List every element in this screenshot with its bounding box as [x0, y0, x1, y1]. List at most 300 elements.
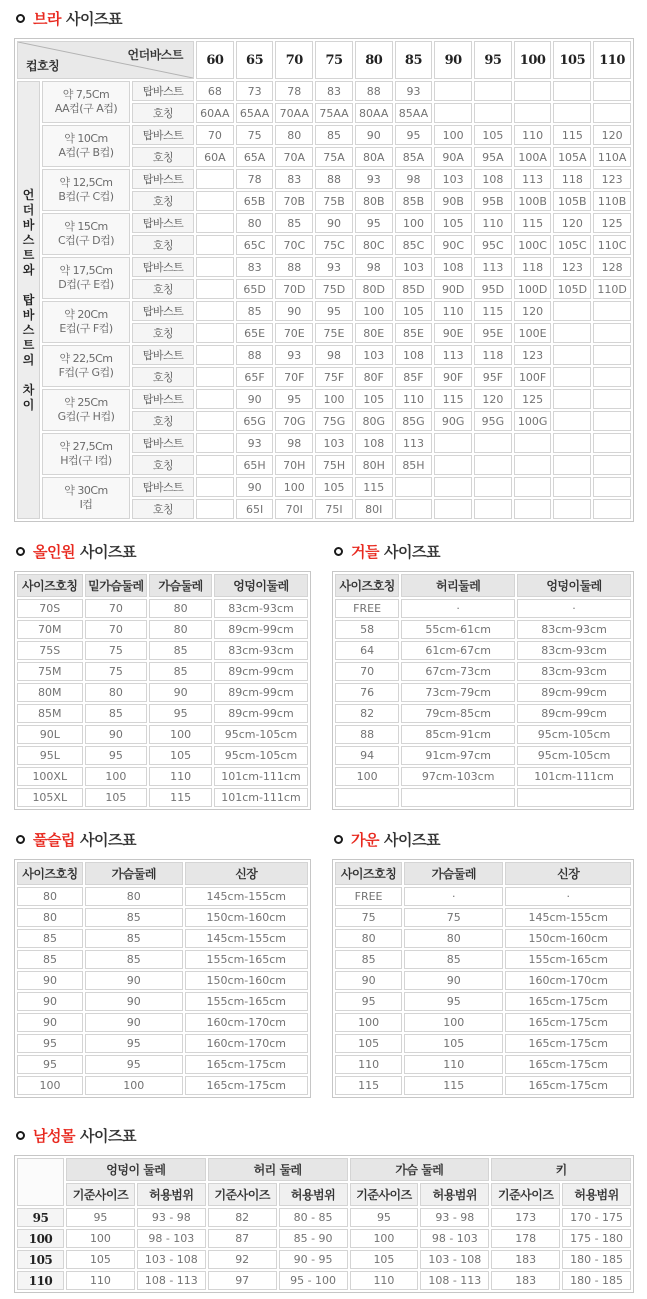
table-cell: 87 — [208, 1229, 277, 1248]
table-cell: 105 — [85, 788, 148, 807]
cup-label-cell — [42, 257, 130, 299]
table-row — [335, 887, 631, 906]
table-cell: 95cm-105cm — [517, 746, 631, 765]
bra-name-cell — [395, 499, 433, 519]
bra-topbust-cell — [593, 81, 631, 101]
table-cell: 95 — [17, 1034, 83, 1053]
bra-topbust-cell: 108 — [474, 169, 512, 189]
column-header: 허리둘레 — [401, 574, 515, 597]
cup-name-label: A컵(구 B컵) — [58, 146, 114, 159]
table-cell: 155cm-165cm — [505, 950, 631, 969]
bra-name-cell: 75A — [315, 147, 353, 167]
table-cell: 95 — [404, 992, 503, 1011]
bra-topbust-cell: 98 — [395, 169, 433, 189]
bra-name-cell: 60AA — [196, 103, 234, 123]
table-cell: 100 — [85, 1076, 183, 1095]
bra-name-cell: 65C — [236, 235, 274, 255]
bra-topbust-cell: 120 — [593, 125, 631, 145]
gown-section-title — [334, 829, 634, 850]
cup-name-label: B컵(구 C컵) — [58, 190, 114, 203]
bra-topbust-cell — [593, 301, 631, 321]
bra-name-cell: 80AA — [355, 103, 393, 123]
bra-topbust-cell: 68 — [196, 81, 234, 101]
girdle-header-row — [335, 574, 631, 597]
table-cell: 75 — [85, 662, 148, 681]
bra-topbust-row — [17, 125, 631, 145]
table-cell: 180 - 185 — [562, 1271, 631, 1290]
row-label-topbust: 탑바스트 — [132, 213, 194, 233]
table-cell: 95 — [149, 704, 212, 723]
bra-topbust-row — [17, 301, 631, 321]
table-cell: 73cm-79cm — [401, 683, 515, 702]
table-row — [17, 992, 308, 1011]
bra-topbust-cell: 85 — [236, 301, 274, 321]
bra-topbust-cell: 118 — [474, 345, 512, 365]
bra-topbust-cell — [196, 169, 234, 189]
side-label-char: 바 — [22, 307, 35, 322]
bra-topbust-cell: 93 — [275, 345, 313, 365]
bra-topbust-cell — [196, 433, 234, 453]
allinone-column — [14, 537, 311, 810]
bra-name-cell: 85D — [395, 279, 433, 299]
bra-name-cell: 70C — [275, 235, 313, 255]
bra-topbust-row — [17, 257, 631, 277]
bra-topbust-cell: 115 — [514, 213, 552, 233]
mens-size-table — [14, 1155, 634, 1293]
table-cell: 110 — [66, 1271, 135, 1290]
table-cell: 160cm-170cm — [185, 1034, 308, 1053]
table-cell: 85 — [149, 662, 212, 681]
girdle-size-table — [332, 571, 634, 810]
bra-topbust-row — [17, 213, 631, 233]
table-cell: 70S — [17, 599, 83, 618]
allinone-section-title — [16, 541, 311, 562]
bra-name-cell — [514, 499, 552, 519]
row-label-topbust: 탑바스트 — [132, 169, 194, 189]
table-row — [17, 620, 308, 639]
bra-topbust-cell — [196, 213, 234, 233]
bra-name-cell — [593, 411, 631, 431]
bra-name-cell: 90G — [434, 411, 472, 431]
bullet-icon — [334, 835, 343, 844]
cup-name-label: AA컵(구 A컵) — [54, 102, 118, 115]
bra-topbust-cell: 113 — [474, 257, 512, 277]
bra-topbust-cell: 115 — [434, 389, 472, 409]
table-cell: 85 - 90 — [279, 1229, 348, 1248]
cup-name-label: C컵(구 D컵) — [57, 234, 115, 247]
table-cell: 89cm-99cm — [214, 683, 308, 702]
table-cell: 95 — [350, 1208, 419, 1227]
table-cell: 103 - 108 — [137, 1250, 206, 1269]
side-label-char: 트 — [22, 337, 35, 352]
table-cell: 64 — [335, 641, 399, 660]
table-cell: 110 — [404, 1055, 503, 1074]
bra-name-cell: 70E — [275, 323, 313, 343]
table-cell: 95cm-105cm — [517, 725, 631, 744]
cup-name-label: G컵(구 H컵) — [57, 410, 115, 423]
bra-name-cell: 70F — [275, 367, 313, 387]
table-cell: 95 - 100 — [279, 1271, 348, 1290]
underbust-size-header: 60 — [196, 41, 234, 79]
bra-name-cell: 105B — [553, 191, 591, 211]
table-cell: 165cm-175cm — [185, 1076, 308, 1095]
table-cell: 183 — [491, 1271, 560, 1290]
table-cell: 70 — [335, 662, 399, 681]
middle-row-1 — [14, 537, 634, 810]
side-label-char: 더 — [22, 202, 35, 217]
bra-name-cell: 65F — [236, 367, 274, 387]
table-cell: 70 — [85, 620, 148, 639]
bra-name-cell: 105A — [553, 147, 591, 167]
table-cell: 80 — [404, 929, 503, 948]
bra-topbust-cell — [553, 81, 591, 101]
bra-topbust-cell: 118 — [553, 169, 591, 189]
size-row-header: 95 — [17, 1208, 64, 1227]
bra-topbust-cell — [434, 81, 472, 101]
bra-topbust-cell: 73 — [236, 81, 274, 101]
table-cell: 85 — [17, 950, 83, 969]
cup-label-cell — [42, 433, 130, 475]
bra-topbust-cell: 83 — [236, 257, 274, 277]
bra-topbust-cell: 113 — [395, 433, 433, 453]
cup-name-label: I컵 — [79, 498, 93, 511]
table-cell: 85 — [85, 950, 183, 969]
bra-name-cell: 90E — [434, 323, 472, 343]
bra-topbust-cell — [553, 301, 591, 321]
cup-name-label: F컵(구 G컵) — [58, 366, 114, 379]
table-cell: 105 — [149, 746, 212, 765]
side-label-char: 언 — [22, 187, 35, 202]
table-row — [335, 929, 631, 948]
bullet-icon — [334, 547, 343, 556]
bra-topbust-cell: 105 — [474, 125, 512, 145]
middle-row-2 — [14, 825, 634, 1098]
cup-diff-label: 약 10Cm — [64, 132, 108, 145]
bra-topbust-row — [17, 169, 631, 189]
bra-topbust-cell — [196, 257, 234, 277]
bra-topbust-cell: 90 — [275, 301, 313, 321]
bra-topbust-cell — [553, 433, 591, 453]
section-title-rest: 사이즈표 — [383, 543, 440, 561]
row-label-topbust: 탑바스트 — [132, 125, 194, 145]
bra-topbust-cell: 125 — [514, 389, 552, 409]
side-label-char — [18, 278, 39, 293]
table-cell: 95cm-105cm — [214, 725, 308, 744]
table-cell: FREE — [335, 599, 399, 618]
table-cell: 165cm-175cm — [185, 1055, 308, 1074]
underbust-size-header: 100 — [514, 41, 552, 79]
bra-topbust-cell: 103 — [434, 169, 472, 189]
bra-name-cell — [553, 367, 591, 387]
cup-diff-label: 약 7,5Cm — [62, 88, 110, 101]
bra-name-cell: 95G — [474, 411, 512, 431]
section-title-red: 가운 — [351, 831, 379, 849]
bra-name-cell — [434, 103, 472, 123]
table-cell: 105XL — [17, 788, 83, 807]
bra-topbust-cell: 103 — [395, 257, 433, 277]
table-cell: 100 — [17, 1076, 83, 1095]
underbust-size-header: 95 — [474, 41, 512, 79]
cup-label-cell — [42, 213, 130, 255]
bra-topbust-cell: 80 — [275, 125, 313, 145]
cup-diff-label: 약 22,5Cm — [59, 352, 113, 365]
table-cell: 110 — [149, 767, 212, 786]
cup-label-cell — [42, 125, 130, 167]
bra-topbust-cell — [514, 81, 552, 101]
table-cell: 89cm-99cm — [214, 662, 308, 681]
table-row — [335, 746, 631, 765]
bra-name-cell: 75B — [315, 191, 353, 211]
bra-topbust-cell — [196, 345, 234, 365]
table-cell: 160cm-170cm — [185, 1013, 308, 1032]
table-cell: 85 — [149, 641, 212, 660]
sub-column-header: 기준사이즈 — [491, 1183, 560, 1206]
table-cell: 85 — [335, 950, 402, 969]
row-label-name: 호칭 — [132, 455, 194, 475]
table-row — [17, 1013, 308, 1032]
table-cell: 100 — [404, 1013, 503, 1032]
table-cell: 80 — [17, 908, 83, 927]
bra-name-cell — [196, 235, 234, 255]
column-header: 가슴둘레 — [404, 862, 503, 885]
table-row — [17, 704, 308, 723]
bra-topbust-cell: 78 — [236, 169, 274, 189]
bra-topbust-cell — [196, 301, 234, 321]
table-row — [17, 950, 308, 969]
bra-name-cell: 105D — [553, 279, 591, 299]
bra-name-cell: 100G — [514, 411, 552, 431]
side-label-char: 트 — [22, 247, 35, 262]
table-cell: 101cm-111cm — [214, 788, 308, 807]
table-cell: 85 — [17, 929, 83, 948]
bra-topbust-row — [17, 477, 631, 497]
column-header: 사이즈호칭 — [17, 574, 83, 597]
bra-name-cell: 95D — [474, 279, 512, 299]
cup-label-cell — [42, 301, 130, 343]
table-cell: 145cm-155cm — [185, 887, 308, 906]
bra-topbust-row — [17, 345, 631, 365]
section-title-rest: 사이즈표 — [65, 10, 122, 28]
table-row — [335, 950, 631, 969]
bra-name-cell: 75I — [315, 499, 353, 519]
bra-topbust-cell: 105 — [434, 213, 472, 233]
table-cell: 75M — [17, 662, 83, 681]
measure-group-header: 키 — [491, 1158, 631, 1181]
row-label-topbust: 탑바스트 — [132, 433, 194, 453]
side-label-char: 와 — [22, 262, 35, 277]
table-cell: 101cm-111cm — [517, 767, 631, 786]
table-cell: 100 — [335, 1013, 402, 1032]
bra-topbust-cell: 85 — [315, 125, 353, 145]
bullet-icon — [16, 14, 25, 23]
table-cell: 90L — [17, 725, 83, 744]
bra-topbust-cell — [196, 477, 234, 497]
bra-section-title — [16, 8, 634, 29]
table-cell: 83cm-93cm — [517, 662, 631, 681]
bra-topbust-cell: 123 — [514, 345, 552, 365]
bra-topbust-row — [17, 81, 631, 101]
underbust-size-header: 90 — [434, 41, 472, 79]
bra-name-cell — [196, 191, 234, 211]
bra-name-cell: 105C — [553, 235, 591, 255]
bra-topbust-cell — [593, 389, 631, 409]
corner-label-underbust: 언더바스트 — [127, 48, 183, 62]
table-row — [17, 887, 308, 906]
bra-topbust-cell: 78 — [275, 81, 313, 101]
table-cell: 80 — [149, 599, 212, 618]
fullslip-size-table — [14, 859, 311, 1098]
bra-topbust-cell: 83 — [315, 81, 353, 101]
row-label-name: 호칭 — [132, 367, 194, 387]
bra-topbust-cell: 115 — [474, 301, 512, 321]
section-title-rest: 사이즈표 — [79, 543, 136, 561]
table-cell: · — [401, 599, 515, 618]
bra-name-cell: 90C — [434, 235, 472, 255]
bra-name-cell — [553, 411, 591, 431]
table-cell: 90 — [85, 725, 148, 744]
cup-label-cell — [42, 477, 130, 519]
table-row — [335, 908, 631, 927]
bra-side-axis-label — [17, 81, 40, 519]
bra-topbust-cell: 93 — [395, 81, 433, 101]
table-row — [17, 746, 308, 765]
table-row — [17, 971, 308, 990]
sub-column-header: 허용범위 — [420, 1183, 489, 1206]
bra-topbust-cell: 115 — [553, 125, 591, 145]
bra-topbust-cell — [553, 477, 591, 497]
bra-name-cell: 80D — [355, 279, 393, 299]
table-cell: 90 - 95 — [279, 1250, 348, 1269]
bra-name-cell: 80G — [355, 411, 393, 431]
bra-name-cell: 70H — [275, 455, 313, 475]
bra-topbust-cell: 85 — [275, 213, 313, 233]
table-cell: 93 - 98 — [137, 1208, 206, 1227]
bra-topbust-cell: 93 — [236, 433, 274, 453]
table-cell: 85cm-91cm — [401, 725, 515, 744]
table-cell: 94 — [335, 746, 399, 765]
bra-name-cell — [434, 499, 472, 519]
size-row-header: 110 — [17, 1271, 64, 1290]
table-cell: 89cm-99cm — [214, 704, 308, 723]
bra-topbust-cell: 110 — [474, 213, 512, 233]
bra-topbust-cell: 103 — [355, 345, 393, 365]
bra-topbust-cell: 120 — [514, 301, 552, 321]
table-cell: 82 — [335, 704, 399, 723]
sub-column-header: 허용범위 — [279, 1183, 348, 1206]
bra-name-cell: 80F — [355, 367, 393, 387]
table-row — [17, 1271, 631, 1290]
bra-name-cell: 90F — [434, 367, 472, 387]
bra-name-cell: 100F — [514, 367, 552, 387]
bra-topbust-cell: 90 — [315, 213, 353, 233]
table-cell — [517, 788, 631, 807]
table-cell: 145cm-155cm — [185, 929, 308, 948]
bra-name-cell: 70I — [275, 499, 313, 519]
bra-name-cell: 90B — [434, 191, 472, 211]
bra-name-cell: 65H — [236, 455, 274, 475]
bra-topbust-cell: 83 — [275, 169, 313, 189]
row-label-name: 호칭 — [132, 499, 194, 519]
table-cell: 100 — [350, 1229, 419, 1248]
table-cell: 105 — [350, 1250, 419, 1269]
gown-size-table — [332, 859, 634, 1098]
sub-column-header: 허용범위 — [562, 1183, 631, 1206]
bra-name-cell: 95B — [474, 191, 512, 211]
table-row — [335, 1034, 631, 1053]
section-title-red: 올인원 — [33, 543, 75, 561]
table-cell: 95 — [66, 1208, 135, 1227]
bra-topbust-cell: 125 — [593, 213, 631, 233]
bra-name-cell: 75G — [315, 411, 353, 431]
bra-topbust-cell — [553, 345, 591, 365]
table-cell: 83cm-93cm — [517, 641, 631, 660]
table-row — [17, 1208, 631, 1227]
table-cell: 170 - 175 — [562, 1208, 631, 1227]
table-cell: 89cm-99cm — [214, 620, 308, 639]
table-cell: 82 — [208, 1208, 277, 1227]
table-cell: 88 — [335, 725, 399, 744]
sub-column-header: 허용범위 — [137, 1183, 206, 1206]
table-cell: 80M — [17, 683, 83, 702]
bra-topbust-cell: 105 — [355, 389, 393, 409]
table-cell: 76 — [335, 683, 399, 702]
bra-name-cell: 75AA — [315, 103, 353, 123]
bra-name-cell — [196, 279, 234, 299]
section-title-red: 남성몰 — [33, 1127, 75, 1145]
bra-topbust-cell: 100 — [395, 213, 433, 233]
underbust-size-header: 65 — [236, 41, 274, 79]
table-row — [17, 1229, 631, 1248]
row-label-topbust: 탑바스트 — [132, 345, 194, 365]
bra-topbust-row — [17, 433, 631, 453]
bra-topbust-cell — [474, 477, 512, 497]
table-cell: 67cm-73cm — [401, 662, 515, 681]
mens-section — [14, 1125, 634, 1293]
bra-name-cell — [196, 367, 234, 387]
bra-name-cell — [514, 103, 552, 123]
bra-name-cell: 85A — [395, 147, 433, 167]
side-label-char: 의 — [22, 352, 35, 367]
size-row-header: 100 — [17, 1229, 64, 1248]
bra-name-cell: 75H — [315, 455, 353, 475]
table-row — [335, 1055, 631, 1074]
sub-column-header: 기준사이즈 — [66, 1183, 135, 1206]
cup-diff-label: 약 15Cm — [64, 220, 108, 233]
cup-name-label: H컵(구 I컵) — [60, 454, 112, 467]
underbust-size-header: 75 — [315, 41, 353, 79]
side-label-char: 이 — [22, 397, 35, 412]
bra-name-cell — [474, 499, 512, 519]
underbust-size-header: 105 — [553, 41, 591, 79]
bra-topbust-cell: 105 — [395, 301, 433, 321]
bra-topbust-cell: 113 — [514, 169, 552, 189]
bullet-icon — [16, 547, 25, 556]
bra-topbust-cell: 90 — [355, 125, 393, 145]
table-cell: 98 - 103 — [420, 1229, 489, 1248]
bra-topbust-cell — [514, 433, 552, 453]
bra-topbust-cell: 110 — [395, 389, 433, 409]
table-row — [335, 1013, 631, 1032]
bra-topbust-cell — [593, 345, 631, 365]
table-cell: 95cm-105cm — [214, 746, 308, 765]
cup-name-label: D컵(구 E컵) — [58, 278, 114, 291]
bra-name-cell: 90A — [434, 147, 472, 167]
table-cell: 110 — [335, 1055, 402, 1074]
table-cell: 155cm-165cm — [185, 992, 308, 1011]
bra-name-cell: 60A — [196, 147, 234, 167]
table-cell: 165cm-175cm — [505, 992, 631, 1011]
bra-name-cell — [434, 455, 472, 475]
